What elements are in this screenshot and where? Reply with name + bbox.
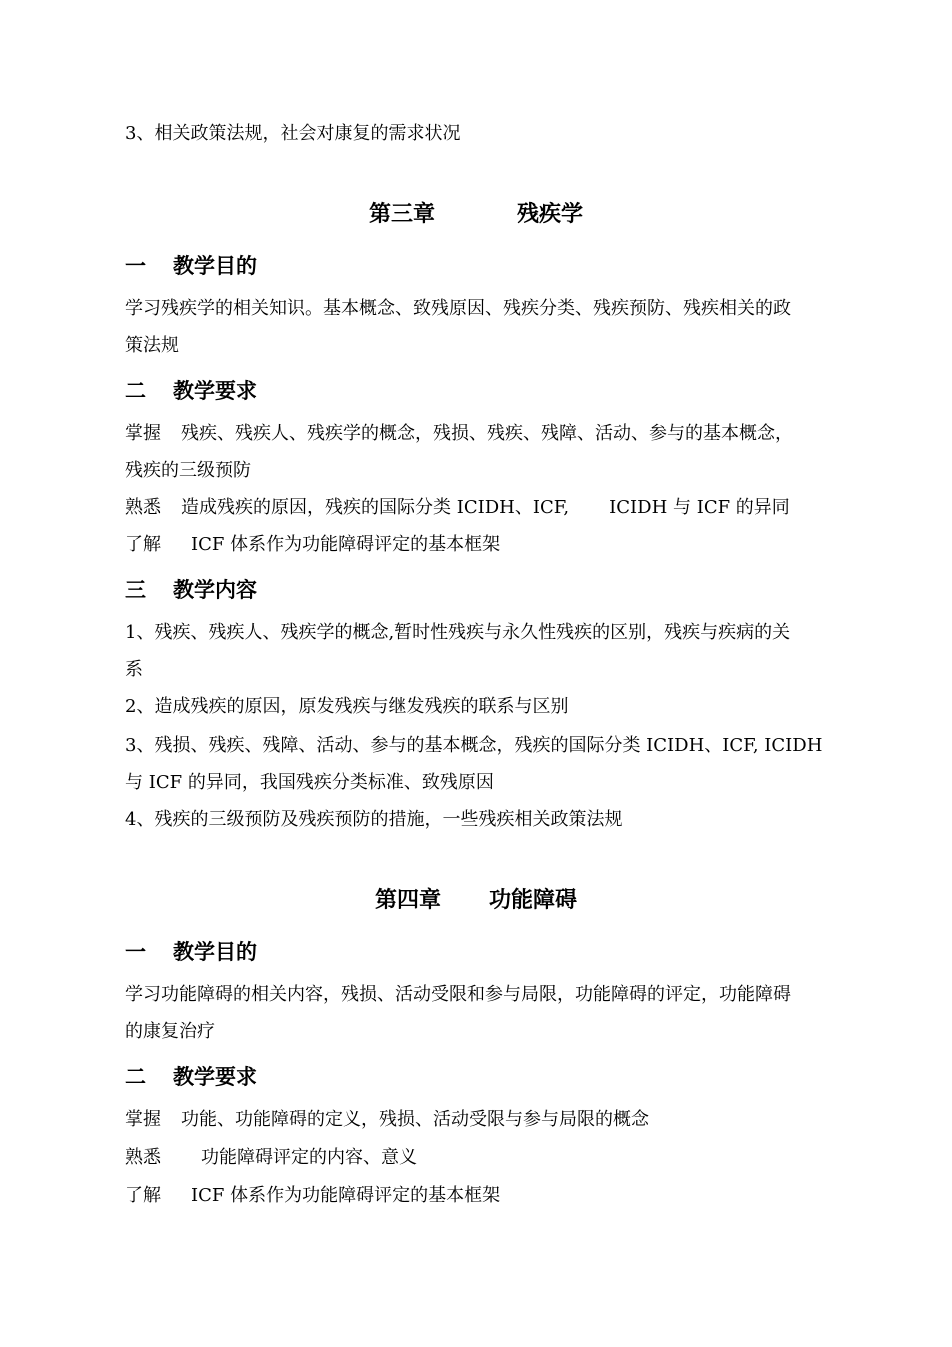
section-number: 三	[125, 578, 146, 602]
know-label: 了解	[125, 1185, 161, 1206]
master-text: 功能、功能障碍的定义，残损、活动受限与参与局限的概念	[181, 1109, 649, 1130]
ch4-master-line	[125, 1108, 845, 1132]
section-title: 教学要求	[173, 1065, 257, 1089]
familiar-label: 熟悉	[125, 1147, 161, 1168]
section-number: 二	[125, 379, 146, 403]
section-title: 教学目的	[173, 940, 257, 964]
ch3-content-1-line-2: 系	[125, 659, 143, 680]
ch4-purpose-line-2: 的康复治疗	[125, 1021, 215, 1042]
master-text: 残疾、残疾人、残疾学的概念，残损、残疾、残障、活动、参与的基本概念，	[181, 423, 793, 444]
section-title: 教学要求	[173, 379, 257, 403]
familiar-text-a: 造成残疾的原因，残疾的国际分类 ICIDH、ICF,	[181, 497, 570, 518]
ch3-content-3-line-2: 与 ICF 的异同，我国残疾分类标准、致残原因	[125, 772, 494, 793]
familiar-text-b: ICIDH 与 ICF 的异同	[609, 497, 790, 518]
ch4-know-line	[125, 1184, 845, 1208]
chapter-3-title: 残疾学	[517, 202, 584, 227]
ch3-content-1-line-1: 1、残疾、残疾人、残疾学的概念,暂时性残疾与永久性残疾的区别，残疾与疾病的关	[125, 622, 791, 643]
chapter-3-number: 第三章	[368, 202, 435, 227]
ch3-section-purpose-heading	[125, 252, 257, 280]
chapter-4-heading	[0, 886, 952, 916]
section-title: 教学内容	[173, 578, 257, 602]
master-label: 掌握	[125, 1109, 161, 1130]
ch3-content-3-line-1: 3、残损、残疾、残障、活动、参与的基本概念，残疾的国际分类 ICIDH、ICF, ICIDH	[125, 735, 823, 756]
know-label: 了解	[125, 534, 161, 555]
familiar-label: 熟悉	[125, 497, 161, 518]
ch3-section-content-heading	[125, 576, 257, 604]
ch3-know-line	[125, 533, 845, 557]
ch3-purpose-line-1: 学习残疾学的相关知识。基本概念、致残原因、残疾分类、残疾预防、残疾相关的政	[125, 298, 791, 319]
familiar-text: 功能障碍评定的内容、意义	[201, 1147, 417, 1168]
ch4-section-purpose-heading	[125, 938, 257, 966]
ch3-purpose-line-2: 策法规	[125, 335, 179, 356]
chapter-3-heading	[0, 200, 952, 230]
chapter-4-number: 第四章	[374, 888, 441, 913]
prev-chapter-item-3: 3、相关政策法规，社会对康复的需求状况	[125, 123, 461, 144]
ch3-master-line-1	[125, 422, 845, 446]
know-text: ICF 体系作为功能障碍评定的基本框架	[191, 534, 501, 555]
section-number: 一	[125, 940, 146, 964]
section-number: 二	[125, 1065, 146, 1089]
ch4-familiar-line	[125, 1146, 845, 1170]
section-title: 教学目的	[173, 254, 257, 278]
section-number: 一	[125, 254, 146, 278]
ch3-master-line-2: 残疾的三级预防	[125, 460, 251, 481]
ch3-content-4: 4、残疾的三级预防及残疾预防的措施，一些残疾相关政策法规	[125, 809, 623, 830]
ch4-purpose-line-1: 学习功能障碍的相关内容，残损、活动受限和参与局限，功能障碍的评定，功能障碍	[125, 984, 791, 1005]
chapter-4-title: 功能障碍	[489, 888, 578, 913]
ch3-content-2: 2、造成残疾的原因，原发残疾与继发残疾的联系与区别	[125, 696, 569, 717]
master-label: 掌握	[125, 423, 161, 444]
ch4-section-requirements-heading	[125, 1063, 257, 1091]
know-text: ICF 体系作为功能障碍评定的基本框架	[191, 1185, 501, 1206]
ch3-familiar-line	[125, 496, 845, 520]
ch3-section-requirements-heading	[125, 377, 257, 405]
